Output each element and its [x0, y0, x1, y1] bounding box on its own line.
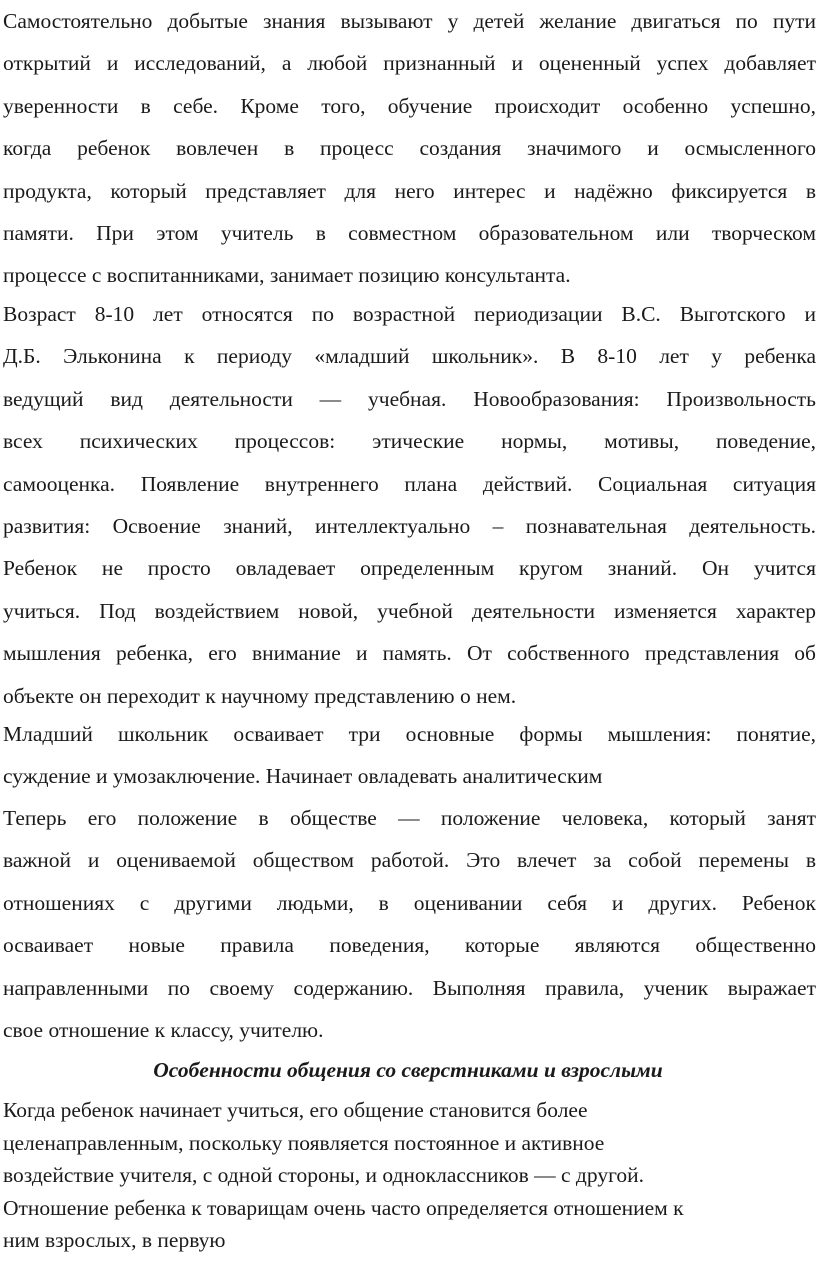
text-line: ним взрослых, в первую	[3, 1228, 226, 1252]
text-line: памяти. При этом учитель в совместном образовательном или творческом	[3, 220, 816, 245]
paragraph-2	[3, 293, 816, 717]
text-line: когда ребенок вовлечен в процесс создания значимого и осмысленного	[3, 136, 816, 161]
paragraph-4	[3, 797, 816, 1051]
text-line: ведущий вид деятельности — учебная. Новообразования: Произвольность	[3, 386, 816, 411]
text-line: важной и оцениваемой обществом работой. Это влечет за собой перемены в	[3, 848, 816, 873]
text-line: осваивает новые правила поведения, которые являются общественно	[3, 933, 816, 958]
text-line: направленными по своему содержанию. Выполняя правила, ученик выражает	[3, 975, 816, 1000]
text-line: всех психических процессов: этические нормы, мотивы, поведение,	[3, 429, 816, 454]
paragraph-3	[3, 713, 816, 798]
text-line: Д.Б. Эльконина к периоду «младший школьник». В 8-10 лет у ребенка	[3, 344, 816, 369]
paragraph-final	[3, 1094, 813, 1257]
text-line: Ребенок не просто овладевает определенным кругом знаний. Он учится	[3, 556, 816, 581]
text-line: отношениях с другими людьми, в оценивании себя и других. Ребенок	[3, 890, 816, 915]
text-line: объекте он переходит к научному представлению о нем.	[3, 683, 517, 708]
text-line: свое отношение к классу, учителю.	[3, 1017, 324, 1042]
text-line: открытий и исследований, а любой признанный и оцененный успех добавляет	[3, 51, 816, 76]
text-line: Когда ребенок начинает учиться, его общение становится более	[3, 1098, 588, 1122]
text-line: продукта, который представляет для него интерес и надёжно фиксируется в	[3, 178, 816, 203]
text-line: Теперь его положение в обществе — положение человека, который занят	[3, 806, 816, 830]
text-line: Младший школьник осваивает три основные формы мышления: понятие,	[3, 722, 816, 746]
text-line: процессе с воспитанниками, занимает позицию консультанта.	[3, 263, 571, 288]
text-line: мышления ребенка, его внимание и память. От собственного представления об	[3, 641, 816, 666]
text-line: Самостоятельно добытые знания вызывают у детей желание двигаться по пути	[3, 9, 816, 33]
text-line: целенаправленным, поскольку появляется постоянное и активное	[3, 1130, 605, 1155]
text-line: самооценка. Появление внутреннего плана действий. Социальная ситуация	[3, 471, 816, 496]
text-line: Возраст 8-10 лет относятся по возрастной периодизации В.С. Выготского и	[3, 302, 816, 326]
text-line: развития: Освоение знаний, интеллектуально – познавательная деятельность.	[3, 513, 816, 538]
text-line: учиться. Под воздействием новой, учебной деятельности изменяется характер	[3, 598, 816, 623]
text-line: уверенности в себе. Кроме того, обучение происходит особенно успешно,	[3, 93, 816, 118]
text-line: Отношение ребенка к товарищам очень часто определяется отношением к	[3, 1195, 684, 1220]
section-heading: Особенности общения со сверстниками и взрослыми	[153, 1058, 663, 1082]
text-line: суждение и умозаключение. Начинает овладевать аналитическим	[3, 764, 603, 789]
text-line: воздействие учителя, с одной стороны, и одноклассников — с другой.	[3, 1163, 644, 1187]
paragraph-1	[3, 0, 816, 297]
